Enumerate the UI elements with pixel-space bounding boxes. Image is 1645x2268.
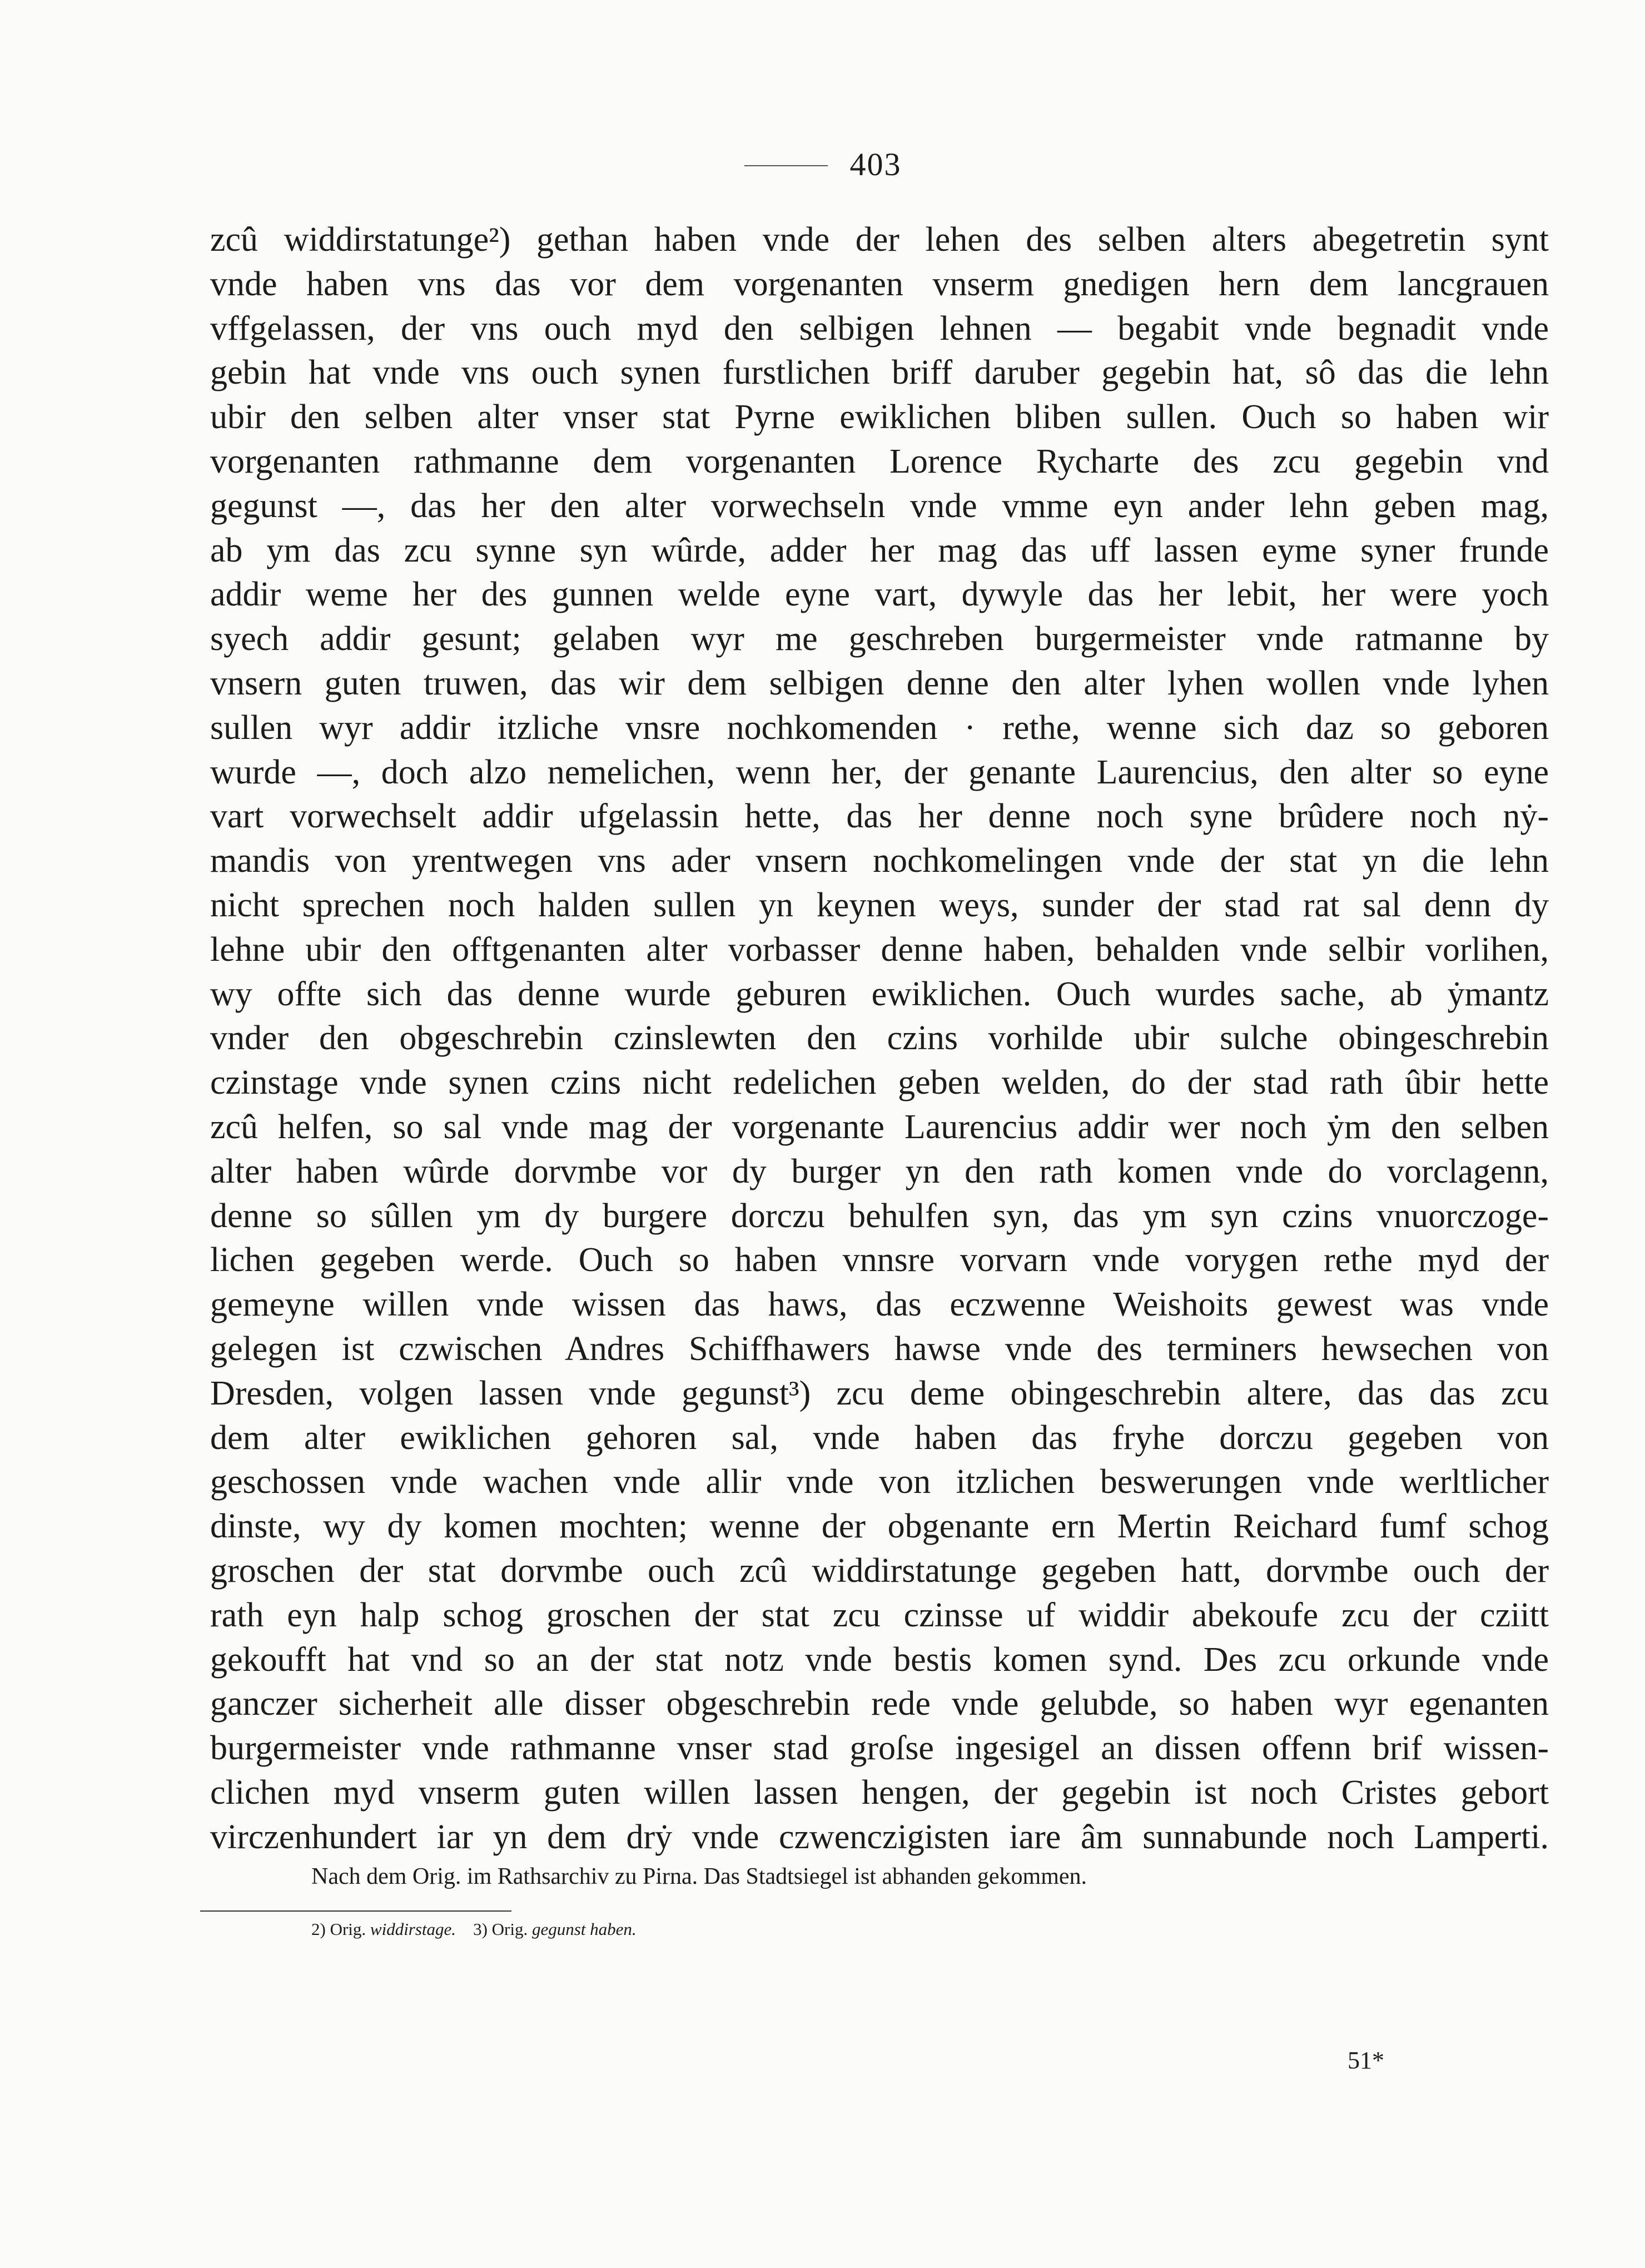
body-line: ab ym das zcu synne syn wûrde, adder her mag das uff lassen eyme syner frunde: [210, 531, 1549, 569]
body-line: rath eyn halp schog groschen der stat zcu czinsse uf widdir abekoufe zcu der cziitt: [210, 1596, 1549, 1634]
footnote-2-marker: 2) Orig.: [311, 1919, 366, 1939]
page-number: 403: [849, 146, 902, 182]
body-line: denne so sûllen ym dy burgere dorczu behulfen syn, das ym syn czins vnuorczoge-: [210, 1197, 1549, 1235]
body-line: gekoufft hat vnd so an der stat notz vnde bestis komen synd. Des zcu orkunde vnde: [210, 1640, 1549, 1679]
footnote-3-text: gegunst haben.: [531, 1919, 637, 1939]
body-line: zcû helfen, so sal vnde mag der vorgenante Laurencius addir wer noch ẏm den selben: [210, 1108, 1549, 1146]
body-line: lichen gegeben werde. Ouch so haben vnnsre vorvarn vnde vorygen rethe myd der: [210, 1241, 1549, 1279]
body-line: gebin hat vnde vns ouch synen furstlichen briff daruber gegebin hat, sô das die lehn: [210, 354, 1549, 392]
body-line: nicht sprechen noch halden sullen yn keynen weys, sunder der stad rat sal denn dy: [210, 886, 1549, 924]
body-line: geschossen vnde wachen vnde allir vnde von itzlichen beswerungen vnde werltlicher: [210, 1463, 1549, 1501]
footnotes: [311, 1915, 637, 1943]
body-line: Dresden, volgen lassen vnde gegunst³) zcu deme obingeschrebin altere, das das zcu: [210, 1374, 1549, 1412]
body-line: vorgenanten rathmanne dem vorgenanten Lorence Rycharte des zcu gegebin vnd: [210, 442, 1549, 480]
body-line: vnsern guten truwen, das wir dem selbigen denne den alter lyhen wollen vnde lyhen: [210, 664, 1549, 702]
body-line: mandis von yrentwegen vns ader vnsern nochkomelingen vnde der stat yn die lehn: [210, 842, 1549, 880]
body-line: addir weme her des gunnen welde eyne vart, dywyle das her lebit, her were yoch: [210, 575, 1549, 614]
body-line: gemeyne willen vnde wissen das haws, das eczwenne Weishoits gewest was vnde: [210, 1286, 1549, 1324]
body-line: czinstage vnde synen czins nicht redelichen geben welden, do der stad rath ûbir hette: [210, 1064, 1549, 1102]
body-line: vffgelassen, der vns ouch myd den selbigen lehnen — begabit vnde begnadit vnde: [210, 309, 1549, 348]
body-line: alter haben wûrde dorvmbe vor dy burger yn den rath komen vnde do vorclagenn,: [210, 1152, 1549, 1190]
body-line: ganczer sicherheit alle disser obgeschrebin rede vnde gelubde, so haben wyr egenanten: [210, 1685, 1549, 1723]
footnote-rule: [200, 1910, 511, 1912]
header-rule: [744, 165, 828, 166]
source-note: Nach dem Orig. im Rathsarchiv zu Pirna. Das Stadtsiegel ist abhanden gekommen.: [311, 1864, 1087, 1889]
footnote-2-text: widdirstage.: [370, 1919, 456, 1939]
body-line: gegunst —, das her den alter vorwechseln vnde vmme eyn ander lehn geben mag,: [210, 487, 1549, 525]
body-line: vnder den obgeschrebin czinslewten den czins vorhilde ubir sulche obingeschrebin: [210, 1019, 1549, 1058]
body-line: ubir den selben alter vnser stat Pyrne ewiklichen bliben sullen. Ouch so haben wir: [210, 398, 1549, 436]
page-header: [667, 142, 978, 186]
footnote-3-marker: 3) Orig.: [473, 1919, 528, 1939]
body-line: vart vorwechselt addir ufgelassin hette, das her denne noch syne brûdere noch nẏ-: [210, 797, 1549, 836]
body-line: zcû widdirstatunge²) gethan haben vnde der lehen des selben alters abegetretin synt: [210, 221, 1549, 259]
body-line: burgermeister vnde rathmanne vnser stad groſse ingesigel an dissen offenn brif wissen-: [210, 1729, 1549, 1768]
body-line: lehne ubir den offtgenanten alter vorbasser denne haben, behalden vnde selbir vorlihen,: [210, 930, 1549, 969]
signature-mark: 51*: [1348, 2047, 1384, 2074]
body-line: clichen myd vnserm guten willen lassen hengen, der gegebin ist noch Cristes gebort: [210, 1773, 1549, 1812]
body-line: groschen der stat dorvmbe ouch zcû widdirstatunge gegeben hatt, dorvmbe ouch der: [210, 1551, 1549, 1590]
body-line: dem alter ewiklichen gehoren sal, vnde haben das fryhe dorczu gegeben von: [210, 1418, 1549, 1457]
body-line: vnde haben vns das vor dem vorgenanten vnserm gnedigen hern dem lancgrauen: [210, 265, 1549, 303]
body-line: virczenhundert iar yn dem drẏ vnde czwenczigisten iare âm sunnabunde noch Lamperti.: [210, 1818, 1549, 1856]
body-text: [210, 218, 1549, 1859]
body-line: wy offte sich das denne wurde geburen ewiklichen. Ouch wurdes sache, ab ẏmantz: [210, 975, 1549, 1013]
body-line: syech addir gesunt; gelaben wyr me geschreben burgermeister vnde ratmanne by: [210, 620, 1549, 658]
body-line: wurde —, doch alzo nemelichen, wenn her, der genante Laurencius, den alter so eyne: [210, 753, 1549, 791]
body-line: sullen wyr addir itzliche vnsre nochkomenden · rethe, wenne sich daz so geboren: [210, 708, 1549, 747]
body-line: dinste, wy dy komen mochten; wenne der obgenante ern Mertin Reichard fumf schog: [210, 1507, 1549, 1546]
body-line: gelegen ist czwischen Andres Schiffhawers hawse vnde des terminers hewsechen von: [210, 1329, 1549, 1368]
